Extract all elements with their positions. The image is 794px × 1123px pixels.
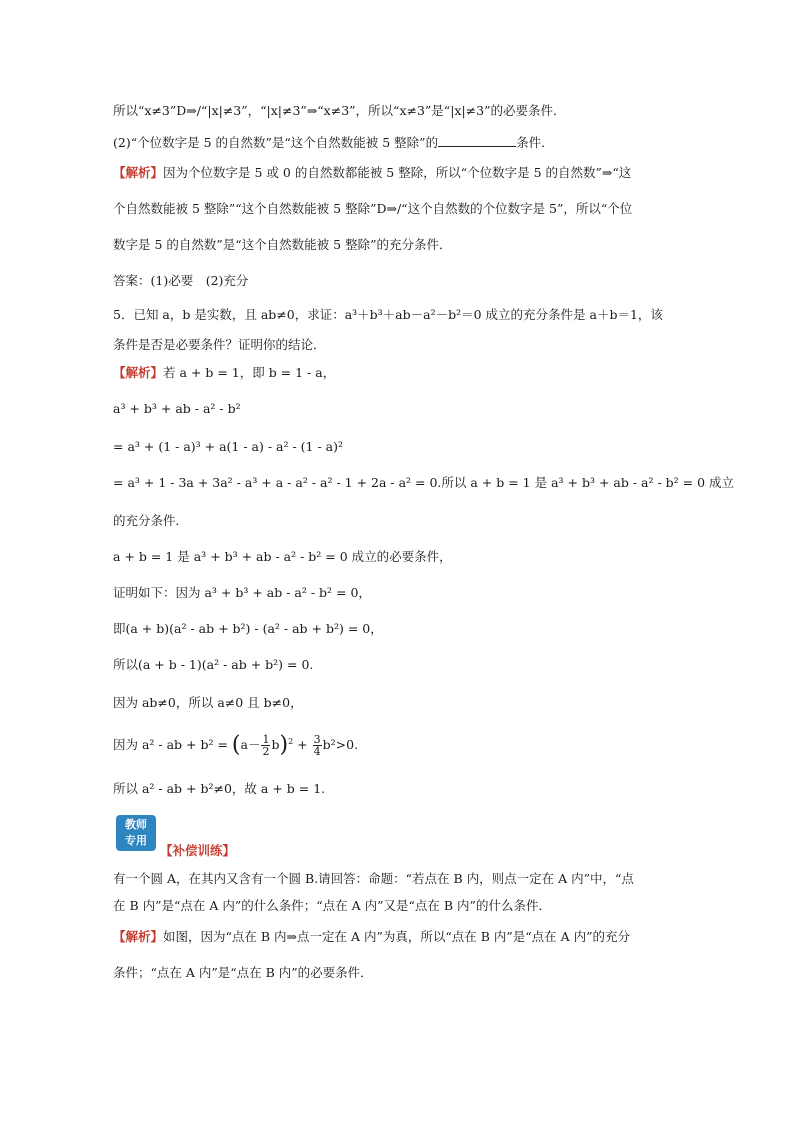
text-line: 因为 ab≠0，所以 a≠0 且 b≠0，: [113, 695, 303, 710]
analysis-line: [113, 164, 631, 182]
fraction: [313, 734, 322, 757]
equation-line: 即(a + b)(a² - ab + b²) - (a² - ab + b²) = 0，: [113, 621, 383, 636]
analysis-tag: 【解析】: [113, 165, 164, 180]
eq-part: b: [271, 737, 280, 753]
eq-part: a－: [240, 737, 261, 753]
fraction-denominator: 2: [262, 745, 270, 759]
fraction: [261, 734, 270, 757]
equation-line: = a³ + (1 - a)³ + a(1 - a) - a² - (1 - a)²: [113, 439, 344, 454]
equation-line-fractions: [113, 733, 358, 757]
eq-part: b²>0.: [322, 737, 359, 753]
fraction-denominator: 4: [313, 745, 321, 759]
badge-line: 专用: [125, 834, 147, 847]
problem-line: 有一个圆 A，在其内又含有一个圆 B.请回答：命题：“若点在 B 内，则点一定在 A 内”中，“点: [113, 871, 634, 886]
analysis-text: 若 a + b = 1，即 b = 1 - a，: [163, 365, 336, 380]
section-heading: [160, 842, 235, 860]
eq-part: 因为 a² - ab + b² =: [113, 737, 232, 753]
left-paren: (: [231, 732, 241, 758]
equation-line: 所以(a + b - 1)(a² - ab + b²) = 0.: [113, 657, 314, 672]
exponent: 2: [288, 737, 294, 746]
problem-line: 在 B 内”是“点在 A 内”的什么条件；“点在 A 内”又是“点在 B 内”的什么条件．: [113, 898, 551, 913]
answer-line: 答案：(1)必要 (2)充分: [113, 273, 249, 288]
problem-line: 条件是否是必要条件？证明你的结论．: [113, 337, 326, 352]
analysis-line: [113, 364, 335, 382]
analysis-tag: 【解析】: [113, 929, 164, 944]
fraction-numerator: 1: [262, 733, 270, 747]
teacher-only-badge: [116, 815, 156, 851]
analysis-line: [113, 928, 630, 946]
answer-blank: [438, 134, 516, 147]
question-text: (2)“个位数字是 5 的自然数”是“这个自然数能被 5 整除”的: [113, 135, 439, 150]
text-line: a + b = 1 是 a³ + b³ + ab - a² - b² = 0 成立的必要条件，: [113, 549, 452, 564]
eq-part: +: [297, 737, 308, 753]
text-line: 所以“x≠3”D⇒/“|x|≠3”，“|x|≠3”⇒“x≠3”，所以“x≠3”是“|x|≠3”的必要条件．: [113, 103, 566, 118]
fraction-numerator: 3: [313, 733, 321, 747]
text-line: 所以 a² - ab + b²≠0，故 a + b = 1.: [113, 781, 326, 796]
text-line: 证明如下：因为 a³ + b³ + ab - a² - b² = 0，: [113, 585, 371, 600]
text-line: 的充分条件．: [113, 513, 189, 528]
text-line: 数字是 5 的自然数”是“这个自然数能被 5 整除”的充分条件．: [113, 237, 452, 252]
right-paren: ): [279, 732, 289, 758]
equation-line: = a³ + 1 - 3a + 3a² - a³ + a - a² - a² - 1 + 2a - a² = 0.所以 a + b = 1 是 a³ + b³ + ab - a² - b² = 0 成立: [113, 475, 735, 490]
question-line: [113, 134, 554, 152]
badge-line: 教师: [125, 818, 147, 831]
analysis-text: 因为个位数字是 5 或 0 的自然数都能被 5 整除，所以“个位数字是 5 的自然数”⇒“这: [163, 165, 632, 180]
question-text-end: 条件．: [516, 135, 554, 150]
supplementary-tag: 【补偿训练】: [160, 843, 236, 858]
analysis-tag: 【解析】: [113, 365, 164, 380]
equation-line: a³ + b³ + ab - a² - b²: [113, 401, 241, 416]
problem-line: 5．已知 a，b 是实数，且 ab≠0，求证：a³＋b³＋ab－a²－b²＝0 成立的充分条件是 a＋b＝1，该: [113, 307, 663, 322]
text-line: 个自然数能被 5 整除”“这个自然数能被 5 整除”D⇒/“这个自然数的个位数字是 5”，所以“个位: [113, 201, 633, 216]
analysis-text: 如图，因为“点在 B 内⇒点一定在 A 内”为真，所以“点在 B 内”是“点在 A 内”的充分: [163, 929, 631, 944]
text-line: 条件；“点在 A 内”是“点在 B 内”的必要条件．: [113, 965, 373, 980]
